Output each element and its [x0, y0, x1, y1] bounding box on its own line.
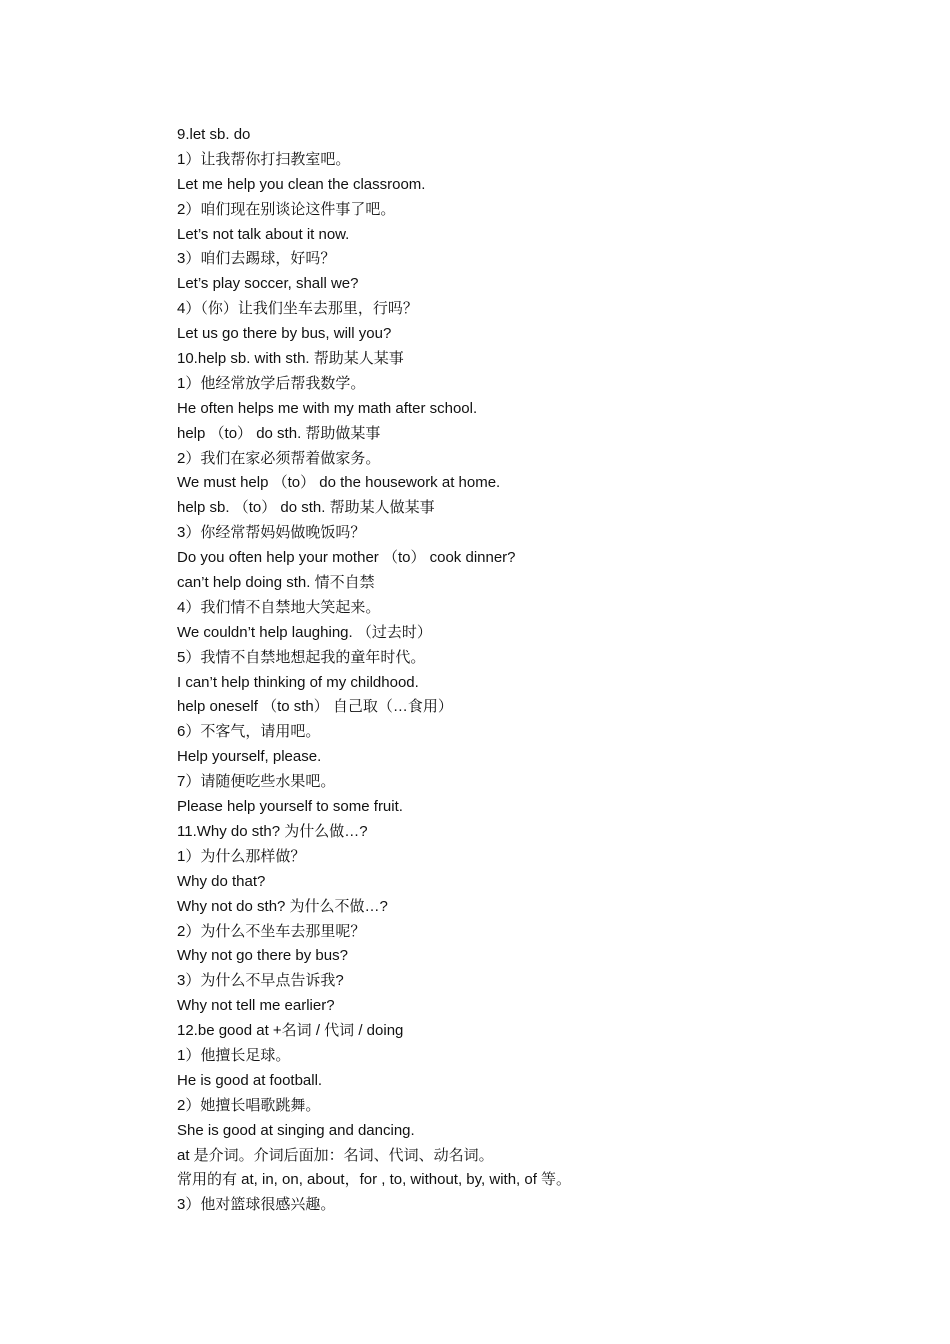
text-line: 1）他经常放学后帮我数学。: [177, 374, 366, 392]
text-line: We couldn’t help laughing. （过去时）: [177, 623, 432, 641]
text-line: Let’s play soccer, shall we?: [177, 275, 359, 293]
text-line: help oneself （to sth） 自己取（…食用）: [177, 698, 453, 716]
text-line: 常用的有 at, in, on, about，for , to, without, by, with, of 等。: [177, 1171, 572, 1189]
text-line: I can’t help thinking of my childhood.: [177, 673, 419, 691]
text-line: 12.be good at +名词 / 代词 / doing: [177, 1022, 404, 1040]
text-line: 4）我们情不自禁地大笑起来。: [177, 598, 381, 616]
text-line: can’t help doing sth. 情不自禁: [177, 574, 375, 592]
text-line: Why not tell me earlier?: [177, 997, 335, 1015]
text-line: 5）我情不自禁地想起我的童年时代。: [177, 648, 426, 666]
text-line: 2）咱们现在别谈论这件事了吧。: [177, 200, 396, 218]
text-line: 1）让我帮你打扫教室吧。: [177, 150, 351, 168]
text-line: 2）她擅长唱歌跳舞。: [177, 1096, 321, 1114]
text-line: Let’s not talk about it now.: [177, 225, 350, 243]
text-line: Help yourself, please.: [177, 748, 322, 766]
text-line: 9.let sb. do: [177, 126, 251, 143]
text-line: 1）他擅长足球。: [177, 1046, 291, 1064]
text-line: Do you often help your mother （to） cook dinner?: [177, 549, 516, 567]
text-line: 7）请随便吃些水果吧。: [177, 773, 336, 791]
text-line: 4）（你）让我们坐车去那里，行吗？: [177, 300, 418, 318]
text-line: Why not do sth? 为什么不做…?: [177, 897, 388, 915]
document-body: [177, 123, 857, 1218]
text-line: 10.help sb. with sth. 帮助某人某事: [177, 350, 404, 368]
text-line: We must help （to） do the housework at home.: [177, 474, 501, 492]
text-line: Why do that?: [177, 872, 266, 890]
text-line: 2）我们在家必须帮着做家务。: [177, 449, 381, 467]
text-line: Why not go there by bus?: [177, 947, 348, 965]
text-line: He often helps me with my math after school.: [177, 399, 478, 417]
text-line: Let us go there by bus, will you?: [177, 325, 392, 343]
text-line: He is good at football.: [177, 1071, 323, 1089]
text-line: 3）你经常帮妈妈做晚饭吗？: [177, 524, 366, 542]
text-line: Please help yourself to some fruit.: [177, 798, 403, 816]
text-line: Let me help you clean the classroom.: [177, 175, 426, 193]
text-line: 1）为什么那样做？: [177, 847, 306, 865]
text-line: help sb. （to） do sth. 帮助某人做某事: [177, 499, 435, 517]
text-line: at 是介词。介词后面加：名词、代词、动名词。: [177, 1146, 494, 1164]
text-line: 6）不客气，请用吧。: [177, 723, 321, 741]
text-line: help （to） do sth. 帮助做某事: [177, 424, 381, 442]
text-line: 3）为什么不早点告诉我?: [177, 972, 344, 990]
text-line: 3）他对篮球很感兴趣。: [177, 1196, 336, 1214]
text-line: 11.Why do sth? 为什么做…?: [177, 822, 368, 840]
text-line: 3）咱们去踢球，好吗？: [177, 250, 336, 268]
text-line: She is good at singing and dancing.: [177, 1121, 415, 1139]
text-line: 2）为什么不坐车去那里呢？: [177, 922, 366, 940]
